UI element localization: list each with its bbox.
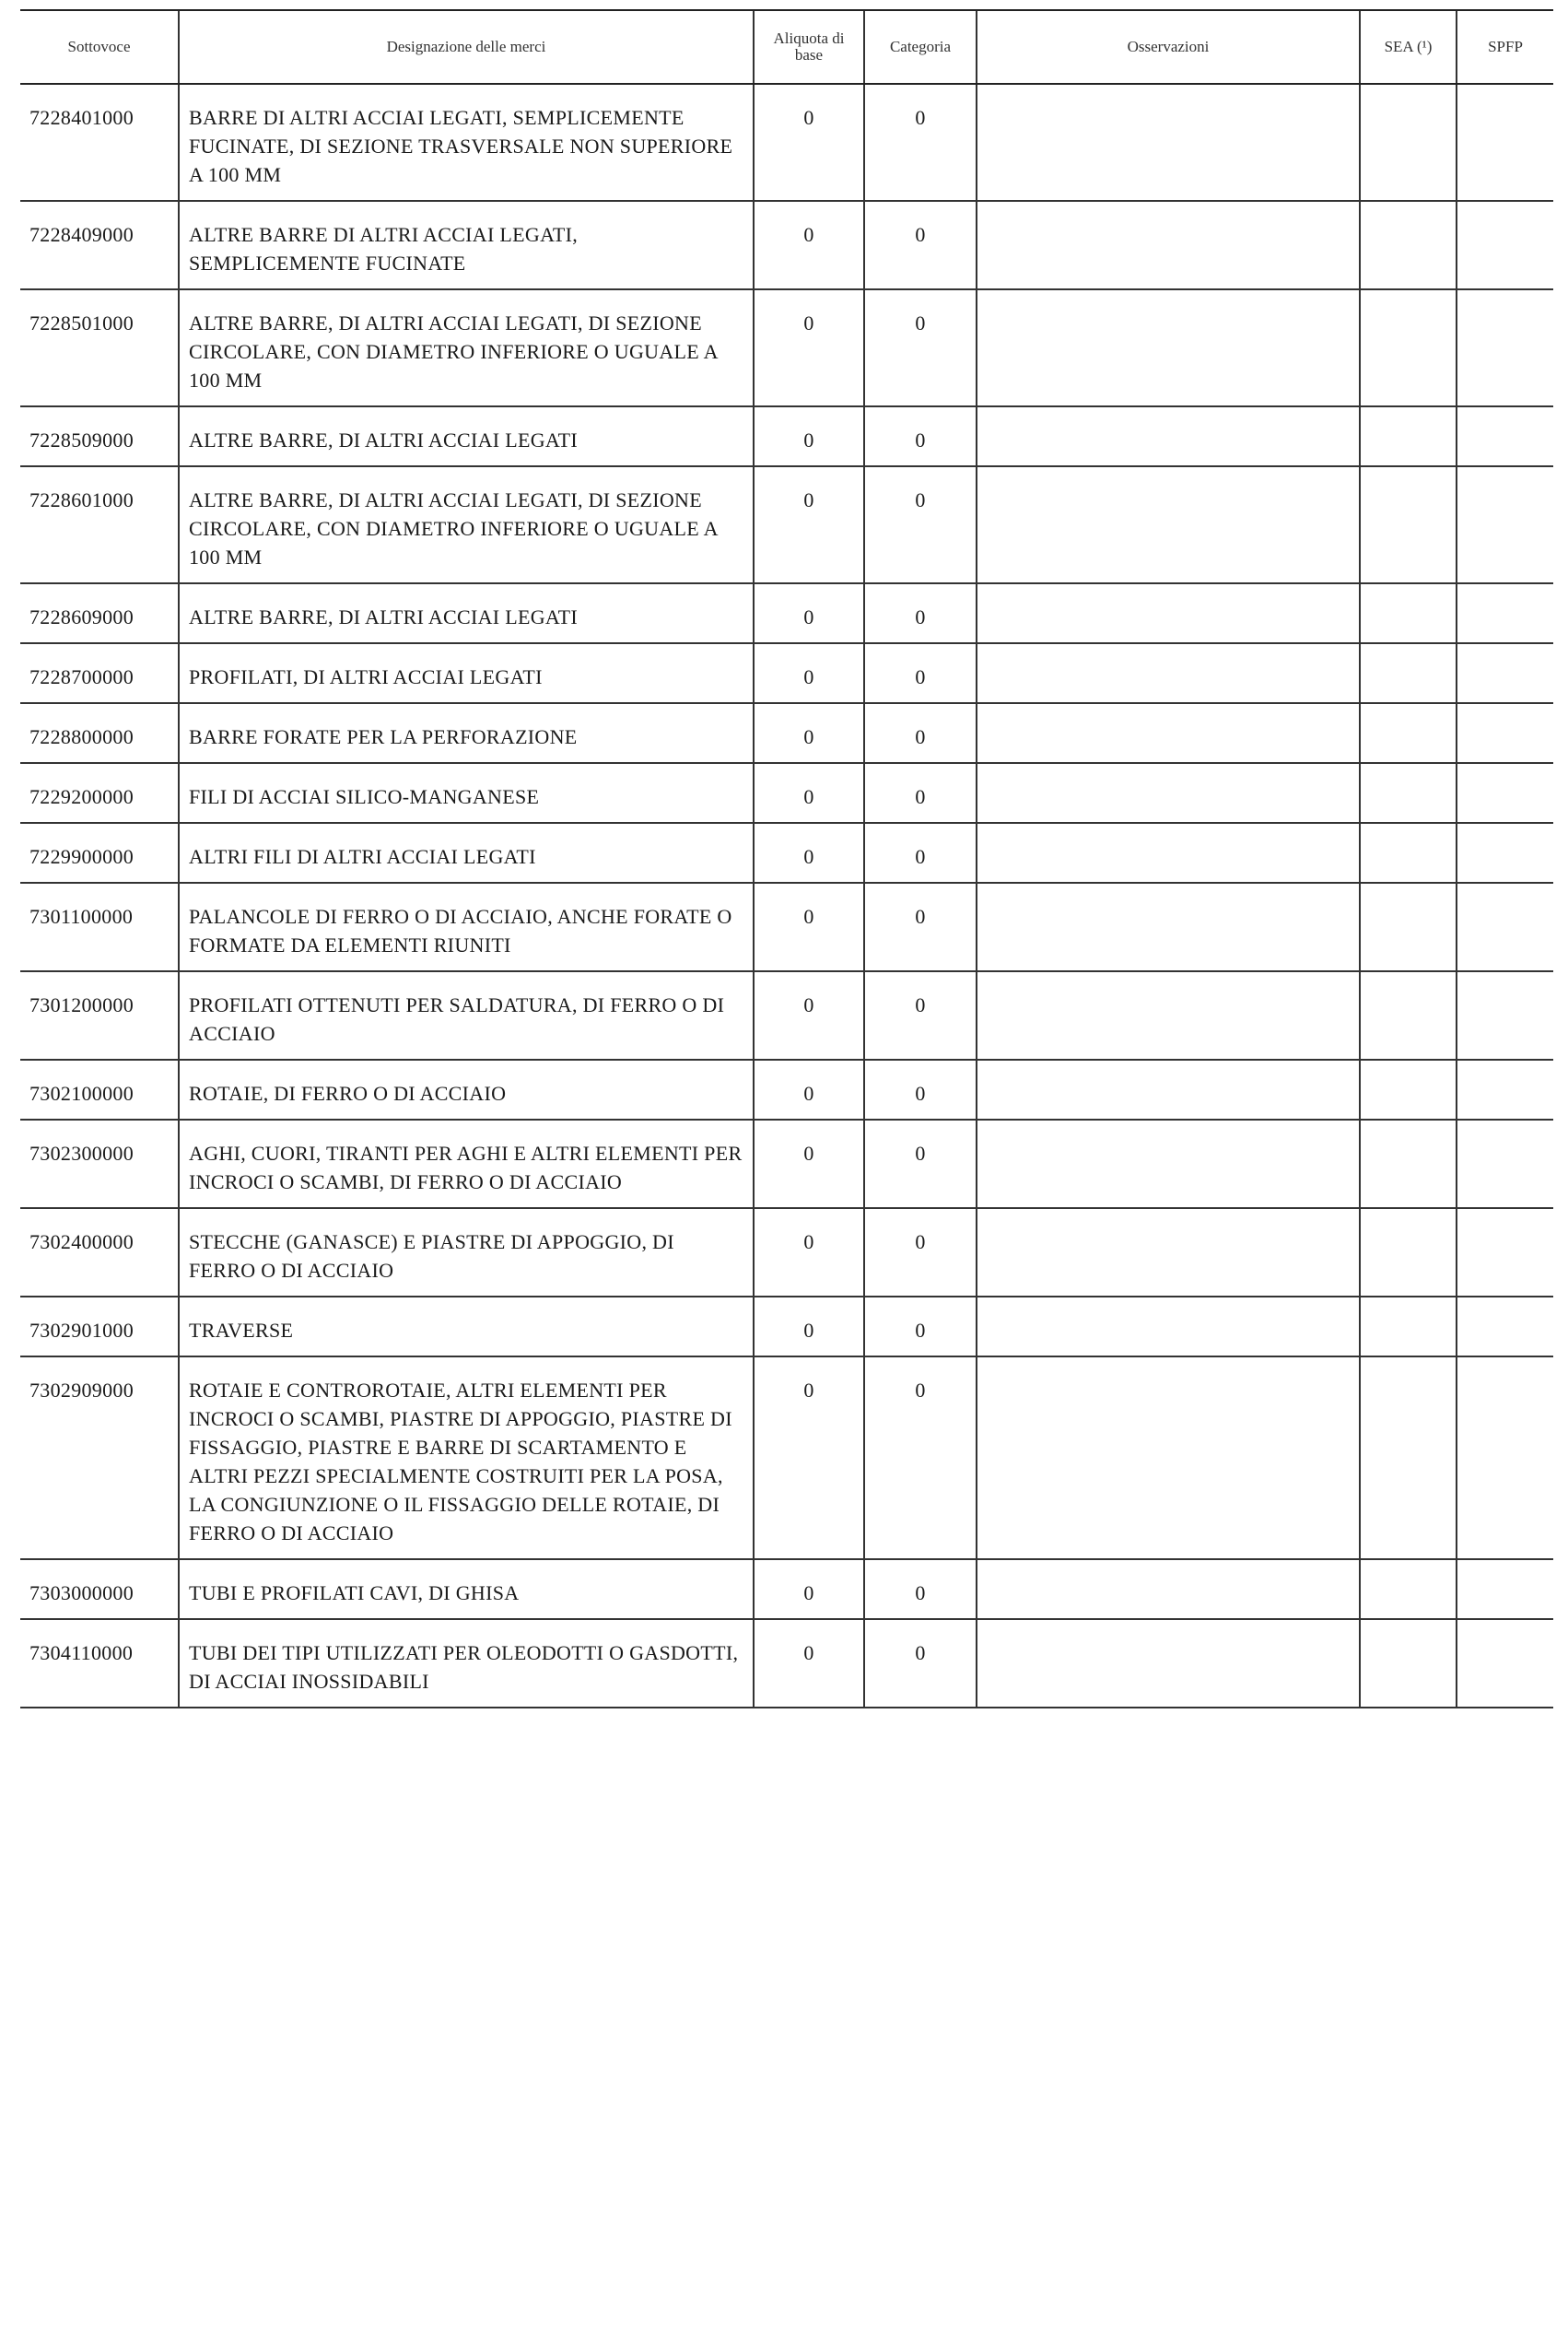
cell-remarks	[977, 1297, 1360, 1356]
cell-base-rate: 0	[754, 1619, 864, 1708]
cell-code: 7301200000	[20, 971, 179, 1060]
cell-base-rate: 0	[754, 763, 864, 823]
cell-spfp	[1457, 1060, 1553, 1120]
cell-sea	[1360, 583, 1457, 643]
cell-category: 0	[864, 1060, 977, 1120]
cell-sea	[1360, 1559, 1457, 1619]
table-row	[20, 289, 1553, 406]
cell-code: 7228409000	[20, 201, 179, 289]
cell-spfp	[1457, 406, 1553, 466]
table-row	[20, 201, 1553, 289]
tariff-table	[20, 9, 1553, 1708]
cell-code: 7228509000	[20, 406, 179, 466]
cell-category: 0	[864, 466, 977, 583]
cell-spfp	[1457, 883, 1553, 971]
cell-category: 0	[864, 583, 977, 643]
cell-category: 0	[864, 1297, 977, 1356]
cell-spfp	[1457, 201, 1553, 289]
cell-description: ALTRE BARRE, DI ALTRI ACCIAI LEGATI	[179, 583, 754, 643]
cell-base-rate: 0	[754, 643, 864, 703]
cell-spfp	[1457, 763, 1553, 823]
cell-category: 0	[864, 971, 977, 1060]
cell-base-rate: 0	[754, 1356, 864, 1559]
cell-category: 0	[864, 1619, 977, 1708]
table-row	[20, 883, 1553, 971]
cell-code: 7302300000	[20, 1120, 179, 1208]
table-row	[20, 1120, 1553, 1208]
table-row	[20, 1297, 1553, 1356]
cell-description: PALANCOLE DI FERRO O DI ACCIAIO, ANCHE FORATE O FORMATE DA ELEMENTI RIUNITI	[179, 883, 754, 971]
cell-sea	[1360, 971, 1457, 1060]
table-row	[20, 406, 1553, 466]
cell-sea	[1360, 406, 1457, 466]
header-remarks: Osservazioni	[977, 10, 1360, 84]
cell-code: 7302909000	[20, 1356, 179, 1559]
cell-code: 7228800000	[20, 703, 179, 763]
cell-description: PROFILATI OTTENUTI PER SALDATURA, DI FERRO O DI ACCIAIO	[179, 971, 754, 1060]
cell-remarks	[977, 466, 1360, 583]
cell-category: 0	[864, 201, 977, 289]
cell-code: 7302100000	[20, 1060, 179, 1120]
table-row	[20, 763, 1553, 823]
cell-code: 7304110000	[20, 1619, 179, 1708]
cell-remarks	[977, 1120, 1360, 1208]
table-row	[20, 1619, 1553, 1708]
cell-sea	[1360, 1120, 1457, 1208]
cell-base-rate: 0	[754, 201, 864, 289]
cell-spfp	[1457, 1356, 1553, 1559]
cell-code: 7228601000	[20, 466, 179, 583]
cell-base-rate: 0	[754, 1208, 864, 1297]
cell-description: STECCHE (GANASCE) E PIASTRE DI APPOGGIO, DI FERRO O DI ACCIAIO	[179, 1208, 754, 1297]
cell-spfp	[1457, 1559, 1553, 1619]
cell-spfp	[1457, 84, 1553, 201]
cell-sea	[1360, 643, 1457, 703]
cell-description: TUBI E PROFILATI CAVI, DI GHISA	[179, 1559, 754, 1619]
table-row	[20, 971, 1553, 1060]
cell-description: ALTRE BARRE, DI ALTRI ACCIAI LEGATI, DI SEZIONE CIRCOLARE, CON DIAMETRO INFERIORE O UGUALE A 100 MM	[179, 289, 754, 406]
cell-base-rate: 0	[754, 971, 864, 1060]
cell-category: 0	[864, 1208, 977, 1297]
cell-sea	[1360, 1619, 1457, 1708]
table-header	[20, 10, 1553, 84]
cell-base-rate: 0	[754, 466, 864, 583]
cell-sea	[1360, 84, 1457, 201]
cell-sea	[1360, 883, 1457, 971]
cell-spfp	[1457, 971, 1553, 1060]
cell-remarks	[977, 1619, 1360, 1708]
cell-base-rate: 0	[754, 883, 864, 971]
table-row	[20, 84, 1553, 201]
cell-sea	[1360, 823, 1457, 883]
cell-spfp	[1457, 643, 1553, 703]
cell-description: PROFILATI, DI ALTRI ACCIAI LEGATI	[179, 643, 754, 703]
cell-code: 7228609000	[20, 583, 179, 643]
cell-remarks	[977, 201, 1360, 289]
cell-description: BARRE DI ALTRI ACCIAI LEGATI, SEMPLICEMENTE FUCINATE, DI SEZIONE TRASVERSALE NON SUPERIORE A 100 MM	[179, 84, 754, 201]
header-base-rate: Aliquota di base	[754, 10, 864, 84]
cell-category: 0	[864, 763, 977, 823]
cell-remarks	[977, 823, 1360, 883]
cell-spfp	[1457, 703, 1553, 763]
cell-code: 7302901000	[20, 1297, 179, 1356]
cell-code: 7302400000	[20, 1208, 179, 1297]
cell-remarks	[977, 583, 1360, 643]
table-row	[20, 1356, 1553, 1559]
header-category: Categoria	[864, 10, 977, 84]
cell-remarks	[977, 289, 1360, 406]
table-row	[20, 583, 1553, 643]
cell-description: FILI DI ACCIAI SILICO-MANGANESE	[179, 763, 754, 823]
cell-sea	[1360, 703, 1457, 763]
cell-description: AGHI, CUORI, TIRANTI PER AGHI E ALTRI ELEMENTI PER INCROCI O SCAMBI, DI FERRO O DI ACCIAIO	[179, 1120, 754, 1208]
cell-base-rate: 0	[754, 406, 864, 466]
cell-category: 0	[864, 406, 977, 466]
cell-base-rate: 0	[754, 1060, 864, 1120]
cell-remarks	[977, 84, 1360, 201]
cell-remarks	[977, 883, 1360, 971]
table-row	[20, 643, 1553, 703]
cell-spfp	[1457, 1619, 1553, 1708]
header-code: Sottovoce	[20, 10, 179, 84]
cell-category: 0	[864, 289, 977, 406]
cell-spfp	[1457, 823, 1553, 883]
cell-code: 7301100000	[20, 883, 179, 971]
cell-remarks	[977, 406, 1360, 466]
cell-code: 7228700000	[20, 643, 179, 703]
cell-spfp	[1457, 1208, 1553, 1297]
header-row	[20, 10, 1553, 84]
cell-category: 0	[864, 643, 977, 703]
cell-description: ROTAIE E CONTROROTAIE, ALTRI ELEMENTI PER INCROCI O SCAMBI, PIASTRE DI APPOGGIO, PIASTRE DI FISSAGGIO, PIASTRE E BARRE DI SCARTAMENTO E ALTRI PEZZI SPECIALMENTE COSTRUITI PER LA POSA, LA CONGIUNZIONE O IL FISSAGGIO DELLE ROTAIE, DI FERRO O DI ACCIAIO	[179, 1356, 754, 1559]
cell-category: 0	[864, 703, 977, 763]
cell-category: 0	[864, 823, 977, 883]
cell-description: BARRE FORATE PER LA PERFORAZIONE	[179, 703, 754, 763]
cell-base-rate: 0	[754, 289, 864, 406]
cell-description: ROTAIE, DI FERRO O DI ACCIAIO	[179, 1060, 754, 1120]
cell-spfp	[1457, 583, 1553, 643]
cell-description: ALTRE BARRE, DI ALTRI ACCIAI LEGATI	[179, 406, 754, 466]
cell-sea	[1360, 466, 1457, 583]
cell-remarks	[977, 1559, 1360, 1619]
cell-sea	[1360, 201, 1457, 289]
table-row	[20, 1559, 1553, 1619]
cell-base-rate: 0	[754, 703, 864, 763]
table-row	[20, 466, 1553, 583]
table-row	[20, 823, 1553, 883]
cell-base-rate: 0	[754, 583, 864, 643]
table-row	[20, 1060, 1553, 1120]
cell-remarks	[977, 1356, 1360, 1559]
cell-base-rate: 0	[754, 1559, 864, 1619]
cell-code: 7228501000	[20, 289, 179, 406]
cell-description: TRAVERSE	[179, 1297, 754, 1356]
cell-category: 0	[864, 84, 977, 201]
cell-remarks	[977, 1060, 1360, 1120]
cell-category: 0	[864, 883, 977, 971]
cell-base-rate: 0	[754, 1297, 864, 1356]
cell-spfp	[1457, 289, 1553, 406]
cell-spfp	[1457, 1297, 1553, 1356]
cell-remarks	[977, 643, 1360, 703]
cell-spfp	[1457, 466, 1553, 583]
cell-base-rate: 0	[754, 823, 864, 883]
cell-remarks	[977, 703, 1360, 763]
cell-base-rate: 0	[754, 1120, 864, 1208]
cell-category: 0	[864, 1356, 977, 1559]
cell-description: TUBI DEI TIPI UTILIZZATI PER OLEODOTTI O GASDOTTI, DI ACCIAI INOSSIDABILI	[179, 1619, 754, 1708]
cell-code: 7229900000	[20, 823, 179, 883]
cell-sea	[1360, 1356, 1457, 1559]
header-sea: SEA (¹)	[1360, 10, 1457, 84]
table-body	[20, 84, 1553, 1708]
table-row	[20, 1208, 1553, 1297]
cell-sea	[1360, 1208, 1457, 1297]
cell-sea	[1360, 289, 1457, 406]
cell-description: ALTRI FILI DI ALTRI ACCIAI LEGATI	[179, 823, 754, 883]
cell-description: ALTRE BARRE, DI ALTRI ACCIAI LEGATI, DI SEZIONE CIRCOLARE, CON DIAMETRO INFERIORE O UGUALE A 100 MM	[179, 466, 754, 583]
cell-remarks	[977, 971, 1360, 1060]
cell-description: ALTRE BARRE DI ALTRI ACCIAI LEGATI, SEMPLICEMENTE FUCINATE	[179, 201, 754, 289]
cell-remarks	[977, 1208, 1360, 1297]
cell-base-rate: 0	[754, 84, 864, 201]
table-row	[20, 703, 1553, 763]
cell-sea	[1360, 763, 1457, 823]
tariff-page	[20, 9, 1553, 1708]
cell-sea	[1360, 1297, 1457, 1356]
header-description: Designazione delle merci	[179, 10, 754, 84]
header-spfp: SPFP	[1457, 10, 1553, 84]
cell-code: 7229200000	[20, 763, 179, 823]
cell-spfp	[1457, 1120, 1553, 1208]
cell-remarks	[977, 763, 1360, 823]
cell-code: 7228401000	[20, 84, 179, 201]
cell-category: 0	[864, 1120, 977, 1208]
cell-category: 0	[864, 1559, 977, 1619]
cell-sea	[1360, 1060, 1457, 1120]
cell-code: 7303000000	[20, 1559, 179, 1619]
